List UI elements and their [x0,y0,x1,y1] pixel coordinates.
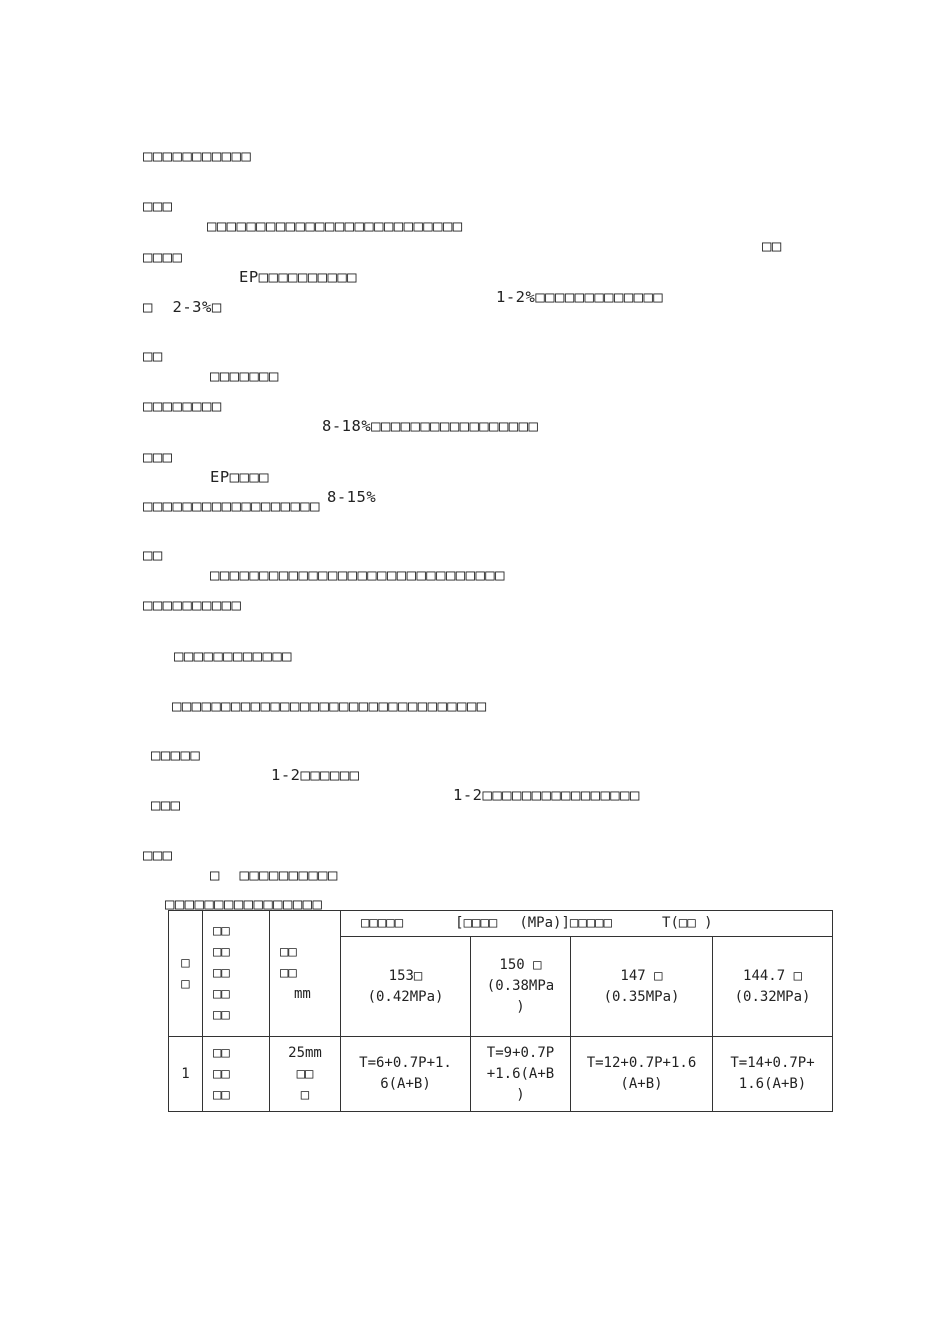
row-type-cell [203,1037,270,1112]
header-group-cell [341,911,833,937]
table-header-row-1 [169,911,833,937]
text-line-12 [172,676,487,716]
formula-line: T=6+0.7P+1. [359,1055,452,1071]
header-type-cell [203,911,270,1037]
temp-value: 147 □ [620,967,663,984]
text-line-11 [174,626,292,666]
header-size-line: □□ [280,944,297,960]
text-line-14 [151,775,181,815]
text-line-4 [143,277,222,317]
text-line-1 [143,126,252,166]
text-segment: □□□□□□□ [210,367,279,385]
header-index-cell [169,911,203,1037]
text-segment: □□ [762,237,782,255]
temp-value: 144.7 □ [743,967,803,984]
text-line-7 [143,427,543,507]
formula-cell-3 [571,1037,713,1112]
text-segment: 8-18%□□□□□□□□□□□□□□□□□ [322,417,539,435]
header-type-line: □□ [213,1007,230,1023]
temp-cell-2 [471,937,571,1037]
header-group-part: [□□□□ [455,915,498,931]
row-size-line: □ [300,1086,310,1103]
text-segment: 8-15% [327,488,377,506]
text-segment: □□□□□□□□□□□□ [174,647,292,665]
text-segment: □□ [143,546,163,564]
formula-line: ) [516,1086,525,1103]
text-segment: □□□□□□□□□□□□□□□□□□□□□□□□□□ [207,217,463,235]
text-segment: □□□□□□□□□□□□□□□□□□□□□□□□□□□□□□ [210,566,505,584]
temp-cell-1 [341,937,471,1037]
text-segment: □□□□□□□□□□□□□□□□□□□□□□□□□□□□□□□□ [172,697,487,715]
formula-cell-1 [341,1037,471,1112]
formula-line: T=9+0.7P [486,1044,555,1061]
text-segment: □ 2-3%□ [143,298,222,316]
header-group-part: T(□□ ) [662,915,713,931]
text-segment: 1-2□□□□□□□□□□□□□□□□ [453,786,640,804]
formula-cell-4 [713,1037,833,1112]
header-type-line: □□ [213,986,230,1002]
text-line-15 [143,825,543,885]
row-size-line: □□ [296,1065,314,1082]
formula-line: T=14+0.7P+ [730,1055,815,1071]
temp-pressure: (0.35MPa) [603,988,680,1005]
temp-pressure: (0.42MPa) [367,988,444,1005]
text-segment: 1-2□□□□□□ [271,766,360,784]
text-line-9 [143,525,743,585]
temp-value: 150 □ [499,957,542,973]
table-caption [165,874,323,914]
text-segment: □□□□□ [151,746,201,764]
table-row-1 [169,1037,833,1112]
text-segment: □□□ [143,448,173,466]
header-index-char: □ □ [181,954,190,992]
header-group-part: (MPa)]□□□□□ [519,915,613,931]
text-segment: □□□□□□□□ [143,397,222,415]
text-segment: □□□□ [143,248,183,266]
row-number-cell: 1 [169,1037,203,1112]
formula-line: (A+B) [620,1076,663,1092]
text-line-13 [151,725,751,805]
text-line-10 [143,575,242,615]
text-segment: □□□□□□□□□□□□□□□□ [165,895,323,913]
header-size-cell [270,911,341,1037]
text-segment: □□□□□□□□□□ [143,596,242,614]
row-size-line: 25mm [288,1044,322,1061]
header-type-line: □□ [213,944,230,960]
header-size-line: mm [294,986,311,1002]
text-segment: EP□□□□□□□□□□ [239,268,357,286]
header-type-line: □□ [213,923,230,939]
row-type-line: □□ [213,1044,230,1061]
formula-line: +1.6(A+B [486,1065,555,1082]
formula-line: 6(A+B) [380,1076,431,1092]
row-size-cell [270,1037,341,1112]
row-type-line: □□ [213,1065,230,1082]
text-segment: □□□ [151,796,181,814]
text-segment: □□□□□□□□□□□□□□□□□□ [143,497,320,515]
temperature-table [168,910,833,1112]
temp-pressure: (0.32MPa) [734,988,811,1005]
text-segment: □□□ [143,197,173,215]
temp-value: 153□ [388,967,423,984]
text-segment: 1-2%□□□□□□□□□□□□□ [496,288,664,306]
text-segment: □□□ [143,846,173,864]
formula-line: T=12+0.7P+1.6 [586,1055,697,1071]
header-group-part: □□□□□ [361,915,404,931]
text-line-3 [143,227,843,307]
temp-cell-4 [713,937,833,1037]
formula-line: 1.6(A+B) [738,1076,807,1092]
text-segment: □ □□□□□□□□□□ [210,866,338,884]
temp-cell-3 [571,937,713,1037]
row-type-line: □□ [213,1086,230,1103]
text-segment: □□□□□□□□□□□ [143,147,252,165]
text-segment: □□ [143,347,163,365]
text-segment: EP□□□□ [210,468,269,486]
header-type-line: □□ [213,965,230,981]
formula-cell-2 [471,1037,571,1112]
header-size-line: □□ [280,965,297,981]
temp-pressure: (0.38MPa [486,978,555,994]
temp-pressure-end: ) [516,999,525,1015]
